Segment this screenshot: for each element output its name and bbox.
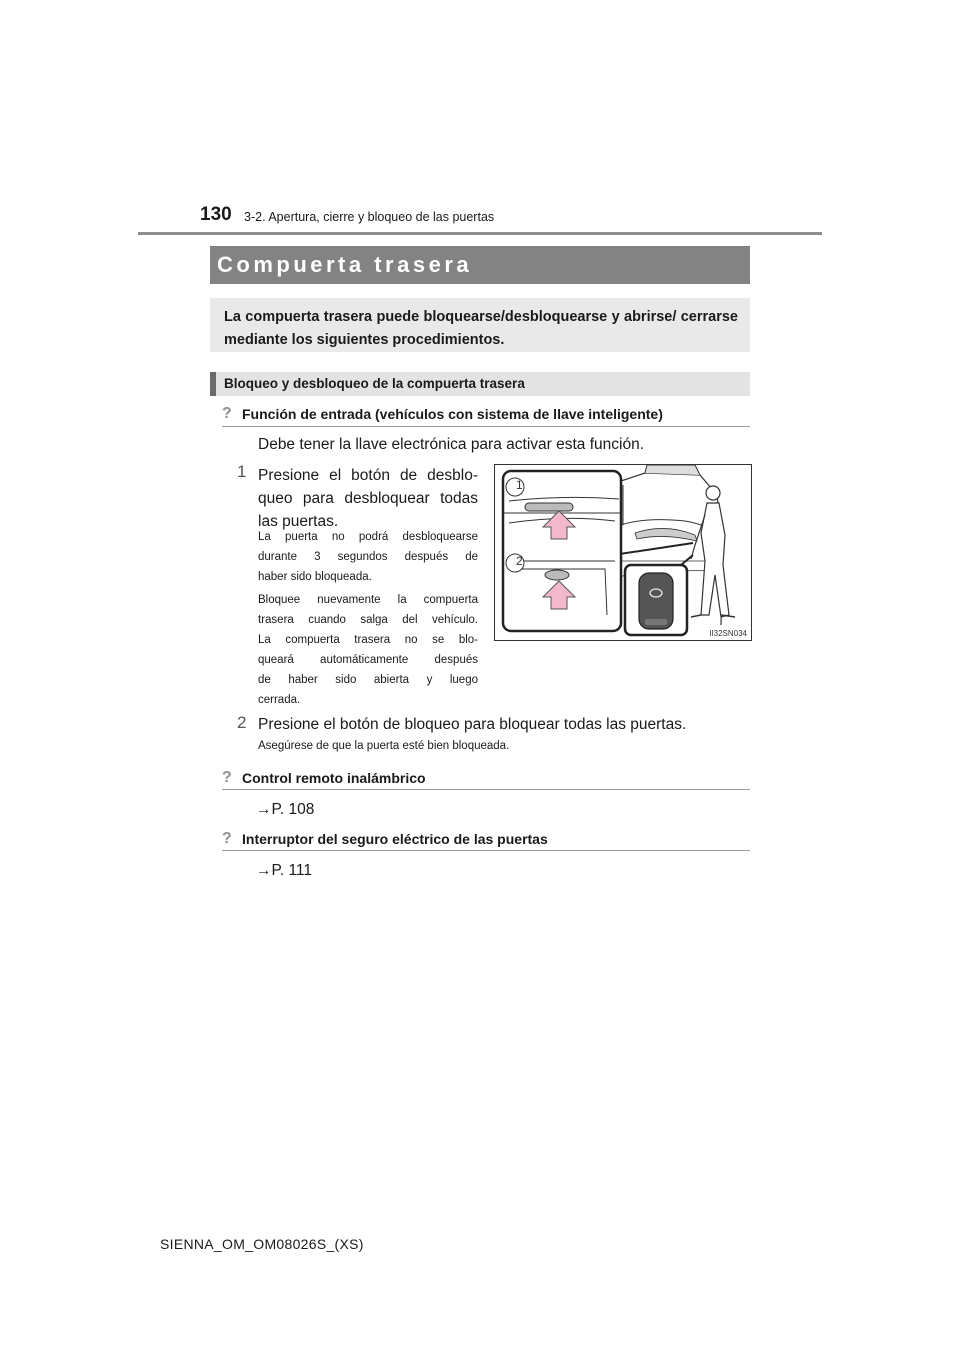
question-icon: ? <box>222 830 232 847</box>
q2-reference-link[interactable]: →P. 108 <box>256 801 315 818</box>
note-line: Bloquee nuevamente la compuerta <box>258 594 478 606</box>
note-line: durante 3 segundos después de <box>258 551 478 563</box>
note-line: de haber sido abierta y luego <box>258 674 478 686</box>
note-line: trasera cuando salga del vehículo. <box>258 614 478 626</box>
chapter-title: 3-2. Apertura, cierre y bloqueo de las puertas <box>244 210 495 224</box>
q1-rule <box>222 426 750 427</box>
question-icon: ? <box>222 405 232 422</box>
note-line: haber sido bloqueada. <box>258 571 372 583</box>
section-title-bar <box>210 246 750 284</box>
q1-title: Función de entrada (vehículos con sistema de llave inteligente) <box>242 406 663 422</box>
q3-title: Interruptor del seguro eléctrico de las puertas <box>242 831 548 847</box>
note-line: La compuerta trasera no se blo- <box>258 634 478 646</box>
step-1-number: 1 <box>237 462 247 481</box>
q2-title: Control remoto inalámbrico <box>242 770 426 786</box>
step-1-text <box>258 464 478 533</box>
intro-text: La compuerta trasera puede bloquearse/desbloquearse y abrirse/ cerrarse mediante los siguientes procedimientos. <box>224 309 738 348</box>
subsection-title: Bloqueo y desbloqueo de la compuerta trasera <box>224 376 525 391</box>
tailgate-illustration-svg <box>495 465 751 640</box>
note-line: La puerta no podrá desbloquearse <box>258 531 478 543</box>
step-1-line: las puertas. <box>258 513 339 530</box>
q3-reference-link[interactable]: →P. 111 <box>256 862 313 879</box>
step-1-line: Presione el botón de desblo- <box>258 467 478 484</box>
figure-label-1: 1 <box>516 478 523 492</box>
figure-code: II32SN034 <box>709 629 747 638</box>
page-title: Compuerta trasera <box>217 252 473 277</box>
tailgate-illustration <box>494 464 752 641</box>
intro-box <box>210 298 750 352</box>
step-2-text: Presione el botón de bloqueo para bloquear todas las puertas. <box>258 716 687 733</box>
document-footer: SIENNA_OM_OM08026S_(XS) <box>160 1236 364 1252</box>
header-rule <box>138 232 822 235</box>
note-line: cerrada. <box>258 694 301 706</box>
subsection-accent <box>210 372 216 396</box>
q1-body: Debe tener la llave electrónica para activar esta función. <box>258 436 644 453</box>
q2-rule <box>222 789 750 790</box>
subsection-bar <box>210 372 750 396</box>
note-line: queará automáticamente después <box>258 654 478 666</box>
step-1-note-1 <box>258 527 478 587</box>
page-number: 130 <box>200 204 232 225</box>
q3-rule <box>222 850 750 851</box>
question-icon: ? <box>222 769 232 786</box>
step-2-note: Asegúrese de que la puerta esté bien bloqueada. <box>258 740 510 752</box>
step-1-note-2 <box>258 590 478 710</box>
step-2-number: 2 <box>237 713 247 732</box>
step-1-line: queo para desbloquear todas <box>258 490 478 507</box>
figure-label-2: 2 <box>516 554 523 568</box>
